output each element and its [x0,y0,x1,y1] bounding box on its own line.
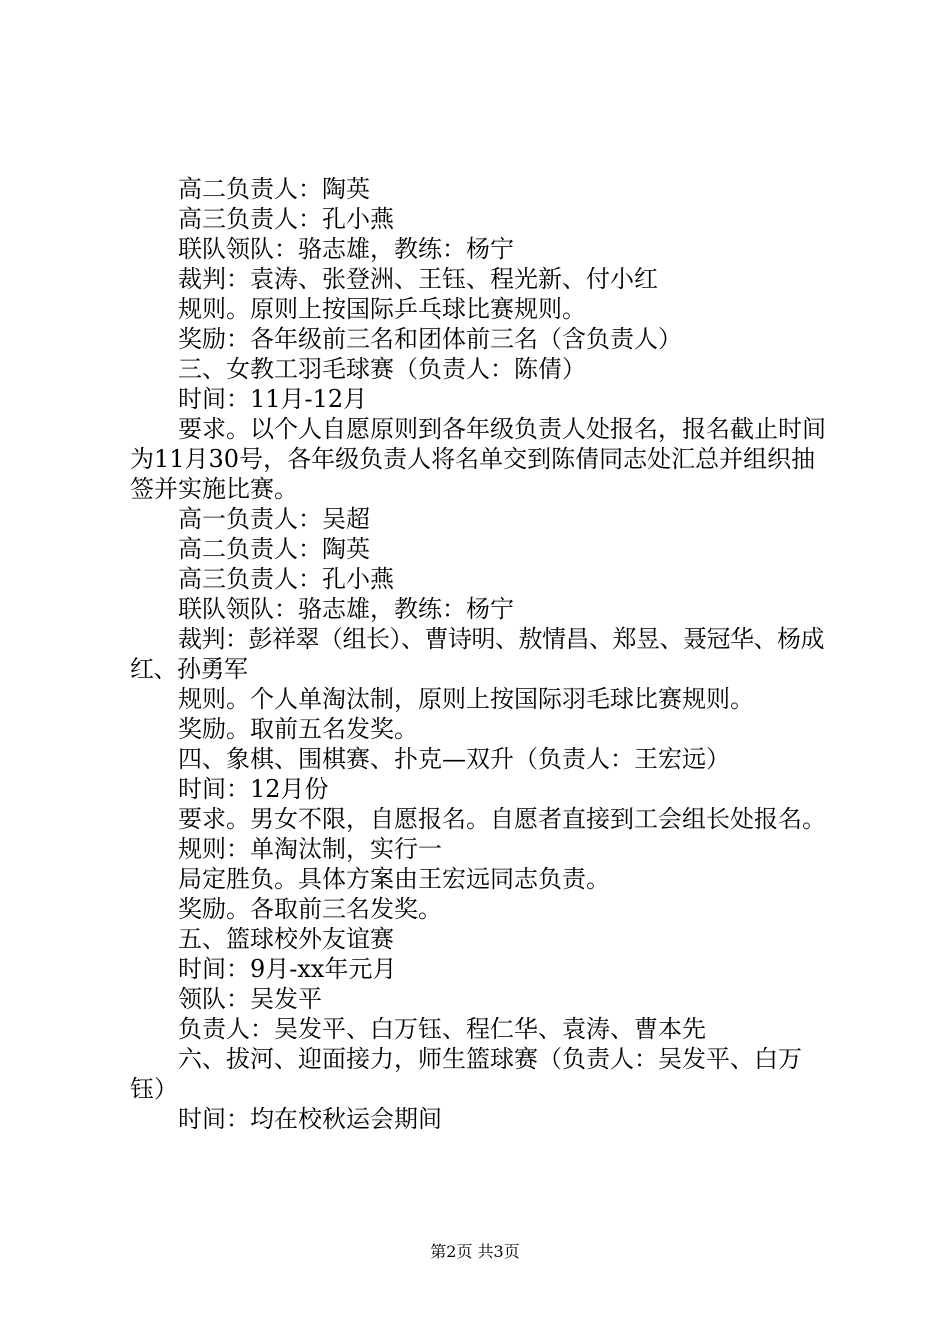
section-heading: 六、拔河、迎面接力，师生篮球赛（负责人：吴发平、白万钰） [130,1045,802,1103]
paragraph: 时间：11月-12月 [178,385,368,413]
paragraph: 负责人：吴发平、白万钰、程仁华、袁涛、曹本先 [178,1015,706,1043]
paragraph: 要求。男女不限，自愿报名。自愿者直接到工会组长处报名。 [178,805,826,833]
paragraph: 奖励。各取前三名发奖。 [178,895,442,923]
section-heading: 三、女教工羽毛球赛（负责人：陈倩） [178,355,586,383]
paragraph: 时间：9月-xx年元月 [178,955,397,983]
paragraph: 时间：12月份 [178,775,329,803]
paragraph: 规则。个人单淘汰制，原则上按国际羽毛球比赛规则。 [178,685,754,713]
paragraph: 奖励。取前五名发奖。 [178,715,418,743]
paragraph: 领队：吴发平 [178,985,322,1013]
paragraph: 规则。原则上按国际乒乓球比赛规则。 [178,295,586,323]
paragraph: 高三负责人：孔小燕 [178,205,394,233]
paragraph: 奖励：各年级前三名和团体前三名（含负责人） [178,325,682,353]
paragraph: 局定胜负。具体方案由王宏远同志负责。 [178,865,610,893]
paragraph: 时间：均在校秋运会期间 [178,1105,442,1133]
paragraph: 裁判：彭祥翠（组长）、曹诗明、敖情昌、郑昱、聂冠华、杨成红、孙勇军 [130,625,824,683]
document-body [130,174,830,1134]
section-heading: 五、篮球校外友谊赛 [178,925,394,953]
page-footer: 第2页 共3页 [430,1242,520,1261]
paragraph: 高二负责人：陶英 [178,175,370,203]
paragraph: 要求。以个人自愿原则到各年级负责人处报名，报名截止时间为11月30号，各年级负责人将名单交到陈倩同志处汇总并组织抽签并实施比赛。 [130,415,826,503]
paragraph: 裁判：袁涛、张登洲、王钰、程光新、付小红 [178,265,658,293]
paragraph: 高三负责人：孔小燕 [178,565,394,593]
paragraph: 联队领队：骆志雄，教练：杨宁 [178,235,514,263]
paragraph: 高一负责人：吴超 [178,505,370,533]
paragraph: 规则：单淘汰制，实行一 [178,835,442,863]
section-heading: 四、象棋、围棋赛、扑克—双升（负责人：王宏远） [178,745,730,773]
paragraph: 联队领队：骆志雄，教练：杨宁 [178,595,514,623]
paragraph: 高二负责人：陶英 [178,535,370,563]
